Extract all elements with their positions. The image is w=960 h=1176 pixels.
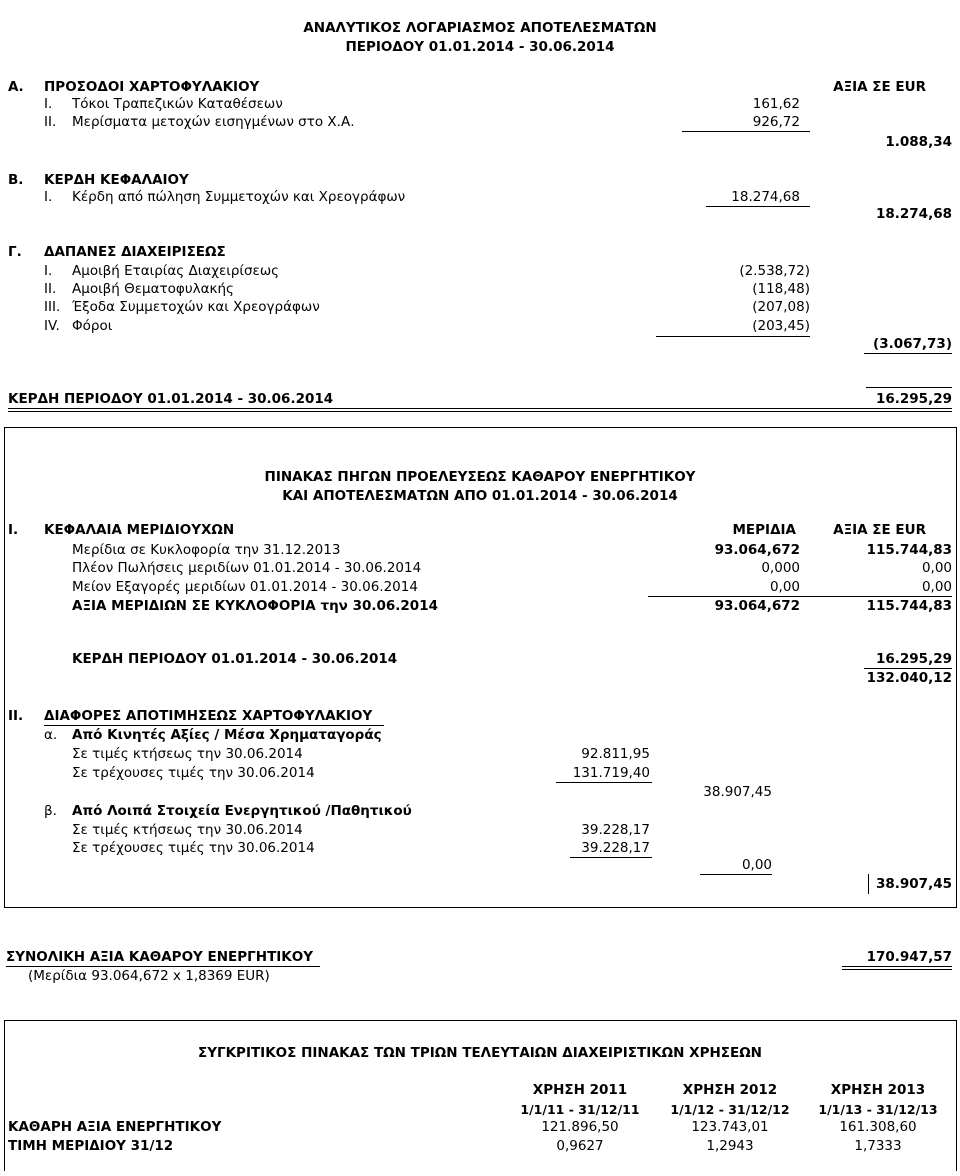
double-rule-1 [8, 408, 952, 409]
sub-a-difference: 38.907,45 [703, 784, 772, 800]
section-ii-number: II. [8, 708, 24, 724]
units-column-header: ΜΕΡΙΔΙΑ [732, 522, 796, 538]
valuation-row-label: Σε τιμές κτήσεως την 30.06.2014 [72, 822, 303, 838]
sources-period: ΚΑΙ ΑΠΟΤΕΛΕΣΜΑΤΩΝ ΑΠΟ 01.01.2014 - 30.06.2014 [282, 488, 678, 504]
value-column-header: ΑΞΙΑ ΣΕ EUR [833, 522, 926, 538]
valuation-row-label: Σε τιμές κτήσεως την 30.06.2014 [72, 746, 303, 762]
valuation-row-label: Σε τρέχουσες τιμές την 30.06.2014 [72, 840, 315, 856]
unitholder-row-label: Πλέον Πωλήσεις μεριδίων 01.01.2014 - 30.06.2014 [72, 560, 422, 576]
diff-rule [556, 782, 652, 783]
item-label: Κέρδη από πώληση Συμμετοχών και Χρεογράφων [72, 189, 406, 205]
valuation-row-value: 92.811,95 [581, 746, 650, 762]
valuation-row-value: 131.719,40 [572, 765, 650, 781]
unitholder-row-value: 115.744,83 [866, 598, 952, 614]
unitholder-row-label: Μείον Εξαγορές μεριδίων 01.01.2014 - 30.06.2014 [72, 579, 418, 595]
section-b-heading: ΚΕΡΔΗ ΚΕΦΑΛΑΙΟΥ [44, 172, 189, 188]
sub-a-letter: α. [44, 727, 58, 743]
item-number: I. [44, 263, 53, 279]
section-b-total: 18.274,68 [875, 206, 952, 222]
diff-total-rule [700, 874, 772, 875]
unitholder-row-value: 0,00 [921, 579, 952, 595]
item-number: IV. [44, 318, 60, 334]
year-header: ΧΡΗΣΗ 2013 [830, 1082, 926, 1098]
valuation-row-value: 39.228,17 [581, 822, 650, 838]
valuation-total: 38.907,45 [875, 876, 952, 892]
net-asset-cell: 121.896,50 [541, 1119, 619, 1135]
item-value: (118,48) [752, 281, 810, 297]
item-number: I. [44, 96, 53, 112]
nav-rule-1 [842, 966, 952, 967]
year-period: 1/1/11 - 31/12/11 [520, 1102, 640, 1117]
unitholder-row-units: 93.064,672 [714, 598, 800, 614]
double-rule-2 [8, 411, 952, 412]
unitholder-row-units: 0,00 [769, 579, 800, 595]
section-a-letter: Α. [8, 79, 24, 95]
capital-subtotal: 132.040,12 [866, 670, 952, 686]
item-number: III. [44, 299, 61, 315]
section-c-heading: ΔΑΠΑΝΕΣ ΔΙΑΧΕΙΡΙΣΕΩΣ [44, 244, 226, 260]
item-value: 926,72 [752, 114, 800, 130]
unitholder-row-value: 115.744,83 [866, 542, 952, 558]
nav-label-underline [6, 966, 320, 967]
net-asset-value-label: ΣΥΝΟΛΙΚΗ ΑΞΙΑ ΚΑΘΑΡΟΥ ΕΝΕΡΓΗΤΙΚΟΥ [6, 949, 314, 965]
year-period: 1/1/13 - 31/12/13 [818, 1102, 938, 1117]
heading-underline [44, 725, 384, 726]
section-i-heading: ΚΕΦΑΛΑΙΑ ΜΕΡΙΔΙΟΥΧΩΝ [44, 522, 235, 538]
section-b-letter: Β. [8, 172, 24, 188]
period-profit-label: ΚΕΡΔΗ ΠΕΡΙΟΔΟΥ 01.01.2014 - 30.06.2014 [72, 651, 398, 667]
item-value: (2.538,72) [739, 263, 810, 279]
section-a-total: 1.088,34 [885, 134, 952, 150]
year-period: 1/1/12 - 31/12/12 [670, 1102, 790, 1117]
unit-price-cell: 1,7333 [854, 1138, 902, 1154]
item-number: II. [44, 281, 57, 297]
section-c-letter: Γ. [8, 244, 22, 260]
section-a-heading: ΠΡΟΣΟΔΟΙ ΧΑΡΤΟΦΥΛΑΚΙΟΥ [44, 79, 260, 95]
units-subtotal-rule [648, 596, 952, 597]
unit-price-cell: 0,9627 [556, 1138, 604, 1154]
statement-title: ΑΝΑΛΥΤΙΚΟΣ ΛΟΓΑΡΙΑΣΜΟΣ ΑΠΟΤΕΛΕΣΜΑΤΩΝ [303, 20, 657, 36]
unit-price-cell: 1,2943 [706, 1138, 754, 1154]
item-label: Αμοιβή Εταιρίας Διαχειρίσεως [72, 263, 280, 279]
unitholder-row-label: Μερίδια σε Κυκλοφορία την 31.12.2013 [72, 542, 341, 558]
period-profit-value: 16.295,29 [875, 651, 952, 667]
item-number: I. [44, 189, 53, 205]
unitholder-row-label: ΑΞΙΑ ΜΕΡΙΔΙΩΝ ΣΕ ΚΥΚΛΟΦΟΡΙΑ την 30.06.2014 [72, 598, 438, 614]
item-label: Αμοιβή Θεματοφυλακής [72, 281, 234, 297]
valuation-row-value: 39.228,17 [581, 840, 650, 856]
item-label: Έξοδα Συμμετοχών και Χρεογράφων [72, 299, 320, 315]
period-profit-value: 16.295,29 [875, 391, 952, 407]
unitholder-row-value: 0,00 [921, 560, 952, 576]
item-label: Φόροι [72, 318, 113, 334]
nav-rule-2 [842, 969, 952, 970]
value-column-header: ΑΞΙΑ ΣΕ EUR [833, 79, 926, 95]
item-label: Μερίσματα μετοχών εισηγμένων στο Χ.Α. [72, 114, 355, 130]
subtotal-rule [864, 668, 952, 669]
year-header: ΧΡΗΣΗ 2011 [532, 1082, 628, 1098]
diff-rule [570, 857, 652, 858]
net-asset-row-label: ΚΑΘΑΡΗ ΑΞΙΑ ΕΝΕΡΓΗΤΙΚΟΥ [8, 1119, 222, 1135]
unitholder-row-units: 0,000 [761, 560, 800, 576]
net-asset-cell: 161.308,60 [839, 1119, 917, 1135]
subtotal-rule [682, 131, 810, 132]
sub-b-difference: 0,00 [741, 857, 772, 873]
net-asset-value-amount: 170.947,57 [866, 949, 952, 965]
unit-price-row-label: ΤΙΜΗ ΜΕΡΙΔΙΟΥ 31/12 [8, 1138, 174, 1154]
sub-b-letter: β. [44, 803, 57, 819]
item-value: 18.274,68 [731, 189, 800, 205]
section-i-number: I. [8, 522, 19, 538]
item-value: 161,62 [752, 96, 800, 112]
sub-b-heading: Από Λοιπά Στοιχεία Ενεργητικού /Παθητικού [72, 803, 412, 819]
net-asset-value-note: (Μερίδια 93.064,672 x 1,8369 EUR) [28, 968, 270, 984]
period-profit-label: ΚΕΡΔΗ ΠΕΡΙΟΔΟΥ 01.01.2014 - 30.06.2014 [8, 391, 334, 407]
sub-a-heading: Από Κινητές Αξίες / Μέσα Χρηματαγοράς [72, 727, 382, 743]
profit-top-rule [866, 387, 952, 388]
section-c-total: (3.067,73) [873, 336, 952, 352]
year-header: ΧΡΗΣΗ 2012 [682, 1082, 778, 1098]
total-cell-left-edge [868, 874, 869, 894]
net-asset-cell: 123.743,01 [691, 1119, 769, 1135]
unitholder-row-units: 93.064,672 [714, 542, 800, 558]
sources-title: ΠΙΝΑΚΑΣ ΠΗΓΩΝ ΠΡΟΕΛΕΥΣΕΩΣ ΚΑΘΑΡΟΥ ΕΝΕΡΓΗΤΙΚΟΥ [264, 469, 696, 485]
item-label: Τόκοι Τραπεζικών Καταθέσεων [72, 96, 283, 112]
valuation-row-label: Σε τρέχουσες τιμές την 30.06.2014 [72, 765, 315, 781]
total-rule [864, 353, 952, 354]
section-ii-heading: ΔΙΑΦΟΡΕΣ ΑΠΟΤΙΜΗΣΕΩΣ ΧΑΡΤΟΦΥΛΑΚΙΟΥ [44, 708, 373, 724]
item-value: (207,08) [752, 299, 810, 315]
statement-period: ΠΕΡΙΟΔΟΥ 01.01.2014 - 30.06.2014 [345, 39, 615, 55]
comparative-title: ΣΥΓΚΡΙΤΙΚΟΣ ΠΙΝΑΚΑΣ ΤΩΝ ΤΡΙΩΝ ΤΕΛΕΥΤΑΙΩΝ ΔΙΑΧΕΙΡΙΣΤΙΚΩΝ ΧΡΗΣΕΩΝ [198, 1045, 762, 1061]
item-value: (203,45) [752, 318, 810, 334]
item-number: II. [44, 114, 57, 130]
